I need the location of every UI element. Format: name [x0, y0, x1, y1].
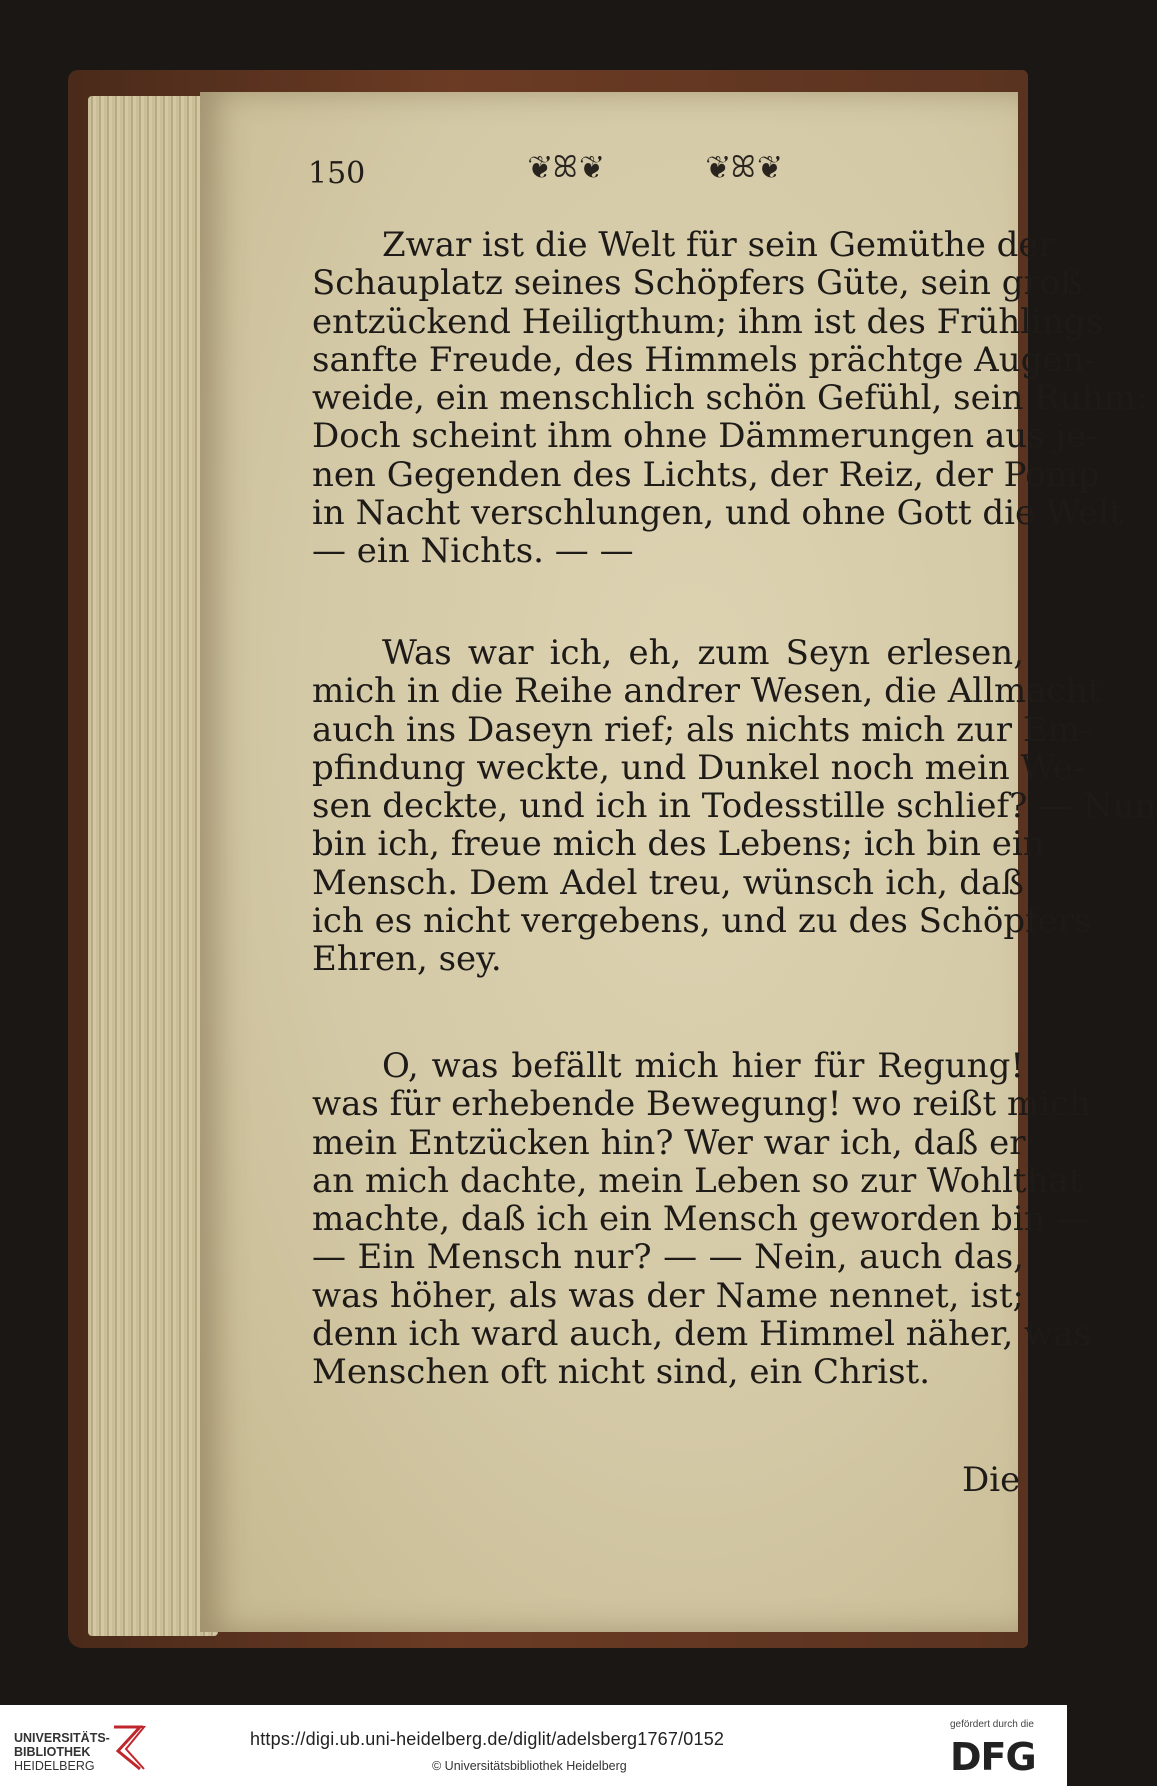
- permalink-url[interactable]: https://digi.ub.uni-heidelberg.de/diglit/adelsberg1767/0152: [250, 1729, 725, 1749]
- catchword: Die: [962, 1460, 1021, 1500]
- text-line: sen deckte, und ich in Todesstille schlief? — Nun: [312, 786, 1157, 827]
- text-line: ich es nicht vergebens, und zu des Schöpfers: [312, 901, 1092, 942]
- ornament-left: ❦ꕤ❦: [528, 150, 605, 185]
- dfg-logo: DFG: [950, 1735, 1036, 1779]
- text-line: Schauplatz seines Schöpfers Güte, sein groß: [312, 263, 1083, 304]
- text-line: mein Entzücken hin? Wer war ich, daß er: [312, 1122, 1026, 1163]
- text-line: was höher, als was der Name nennet, ist;: [312, 1275, 1024, 1316]
- text-line: pfindung weckte, und Dunkel noch mein We-: [312, 747, 1085, 788]
- funded-by-label: gefördert durch die: [950, 1719, 1034, 1730]
- text-line: O, was befällt mich hier für Regung!: [382, 1046, 1024, 1086]
- page-edges: [88, 96, 218, 1636]
- text-line: Ehren, sey.: [312, 939, 502, 980]
- library-name-line1: UNIVERSITÄTS-: [14, 1731, 110, 1745]
- text-line: Menschen oft nicht sind, ein Christ.: [312, 1352, 931, 1393]
- text-line: auch ins Daseyn rief; als nichts mich zur Em-: [312, 709, 1092, 750]
- page-number: 150: [308, 156, 366, 191]
- text-line: an mich dachte, mein Leben so zur Wohlthat: [312, 1160, 1083, 1201]
- text-line: — ein Nichts. — —: [312, 531, 634, 572]
- text-line: Mensch. Dem Adel treu, wünsch ich, daß: [312, 862, 1024, 903]
- text-line: sanfte Freude, des Himmels prächtge Augen-: [312, 339, 1096, 380]
- text-line: was für erhebende Bewegung! wo reißt mich: [312, 1084, 1092, 1125]
- text-line: weide, ein menschlich schön Gefühl, sein Ruhm:: [312, 378, 1148, 419]
- text-line: in Nacht verschlungen, und ohne Gott die Welt: [312, 493, 1123, 534]
- text-line: — Ein Mensch nur? — — Nein, auch das,: [312, 1237, 1024, 1278]
- text-line: denn ich ward auch, dem Himmel näher, was: [312, 1314, 1091, 1355]
- text-line: mich in die Reihe andrer Wesen, die Allmacht: [312, 671, 1102, 712]
- text-line: Zwar ist die Welt für sein Gemüthe der: [382, 225, 1055, 265]
- footer-bar: [0, 1705, 1067, 1786]
- library-logo-text: [14, 1731, 110, 1773]
- copyright-text: © Universitätsbibliothek Heidelberg: [432, 1759, 627, 1773]
- paragraph-1: [312, 225, 1148, 572]
- paragraph-3: [312, 1046, 1092, 1393]
- text-line: Doch scheint ihm ohne Dämmerungen aus je-: [312, 416, 1098, 457]
- paragraph-2: [312, 633, 1157, 980]
- library-name-line3: HEIDELBERG: [14, 1759, 95, 1773]
- library-logo-icon: [110, 1723, 146, 1773]
- text-line: entzückend Heiligthum; ihm ist des Frühlings: [312, 301, 1104, 342]
- text-line: bin ich, freue mich des Lebens; ich bin ein: [312, 824, 1045, 865]
- text-line: nen Gegenden des Lichts, der Reiz, der Pomp: [312, 454, 1100, 495]
- text-line: Was war ich, eh, zum Seyn erlesen,: [382, 633, 1024, 673]
- text-line: machte, daß ich ein Mensch geworden bin —: [312, 1199, 1091, 1240]
- library-name-line2: BIBLIOTHEK: [14, 1745, 91, 1759]
- ornament-right: ❦ꕤ❦: [706, 150, 783, 185]
